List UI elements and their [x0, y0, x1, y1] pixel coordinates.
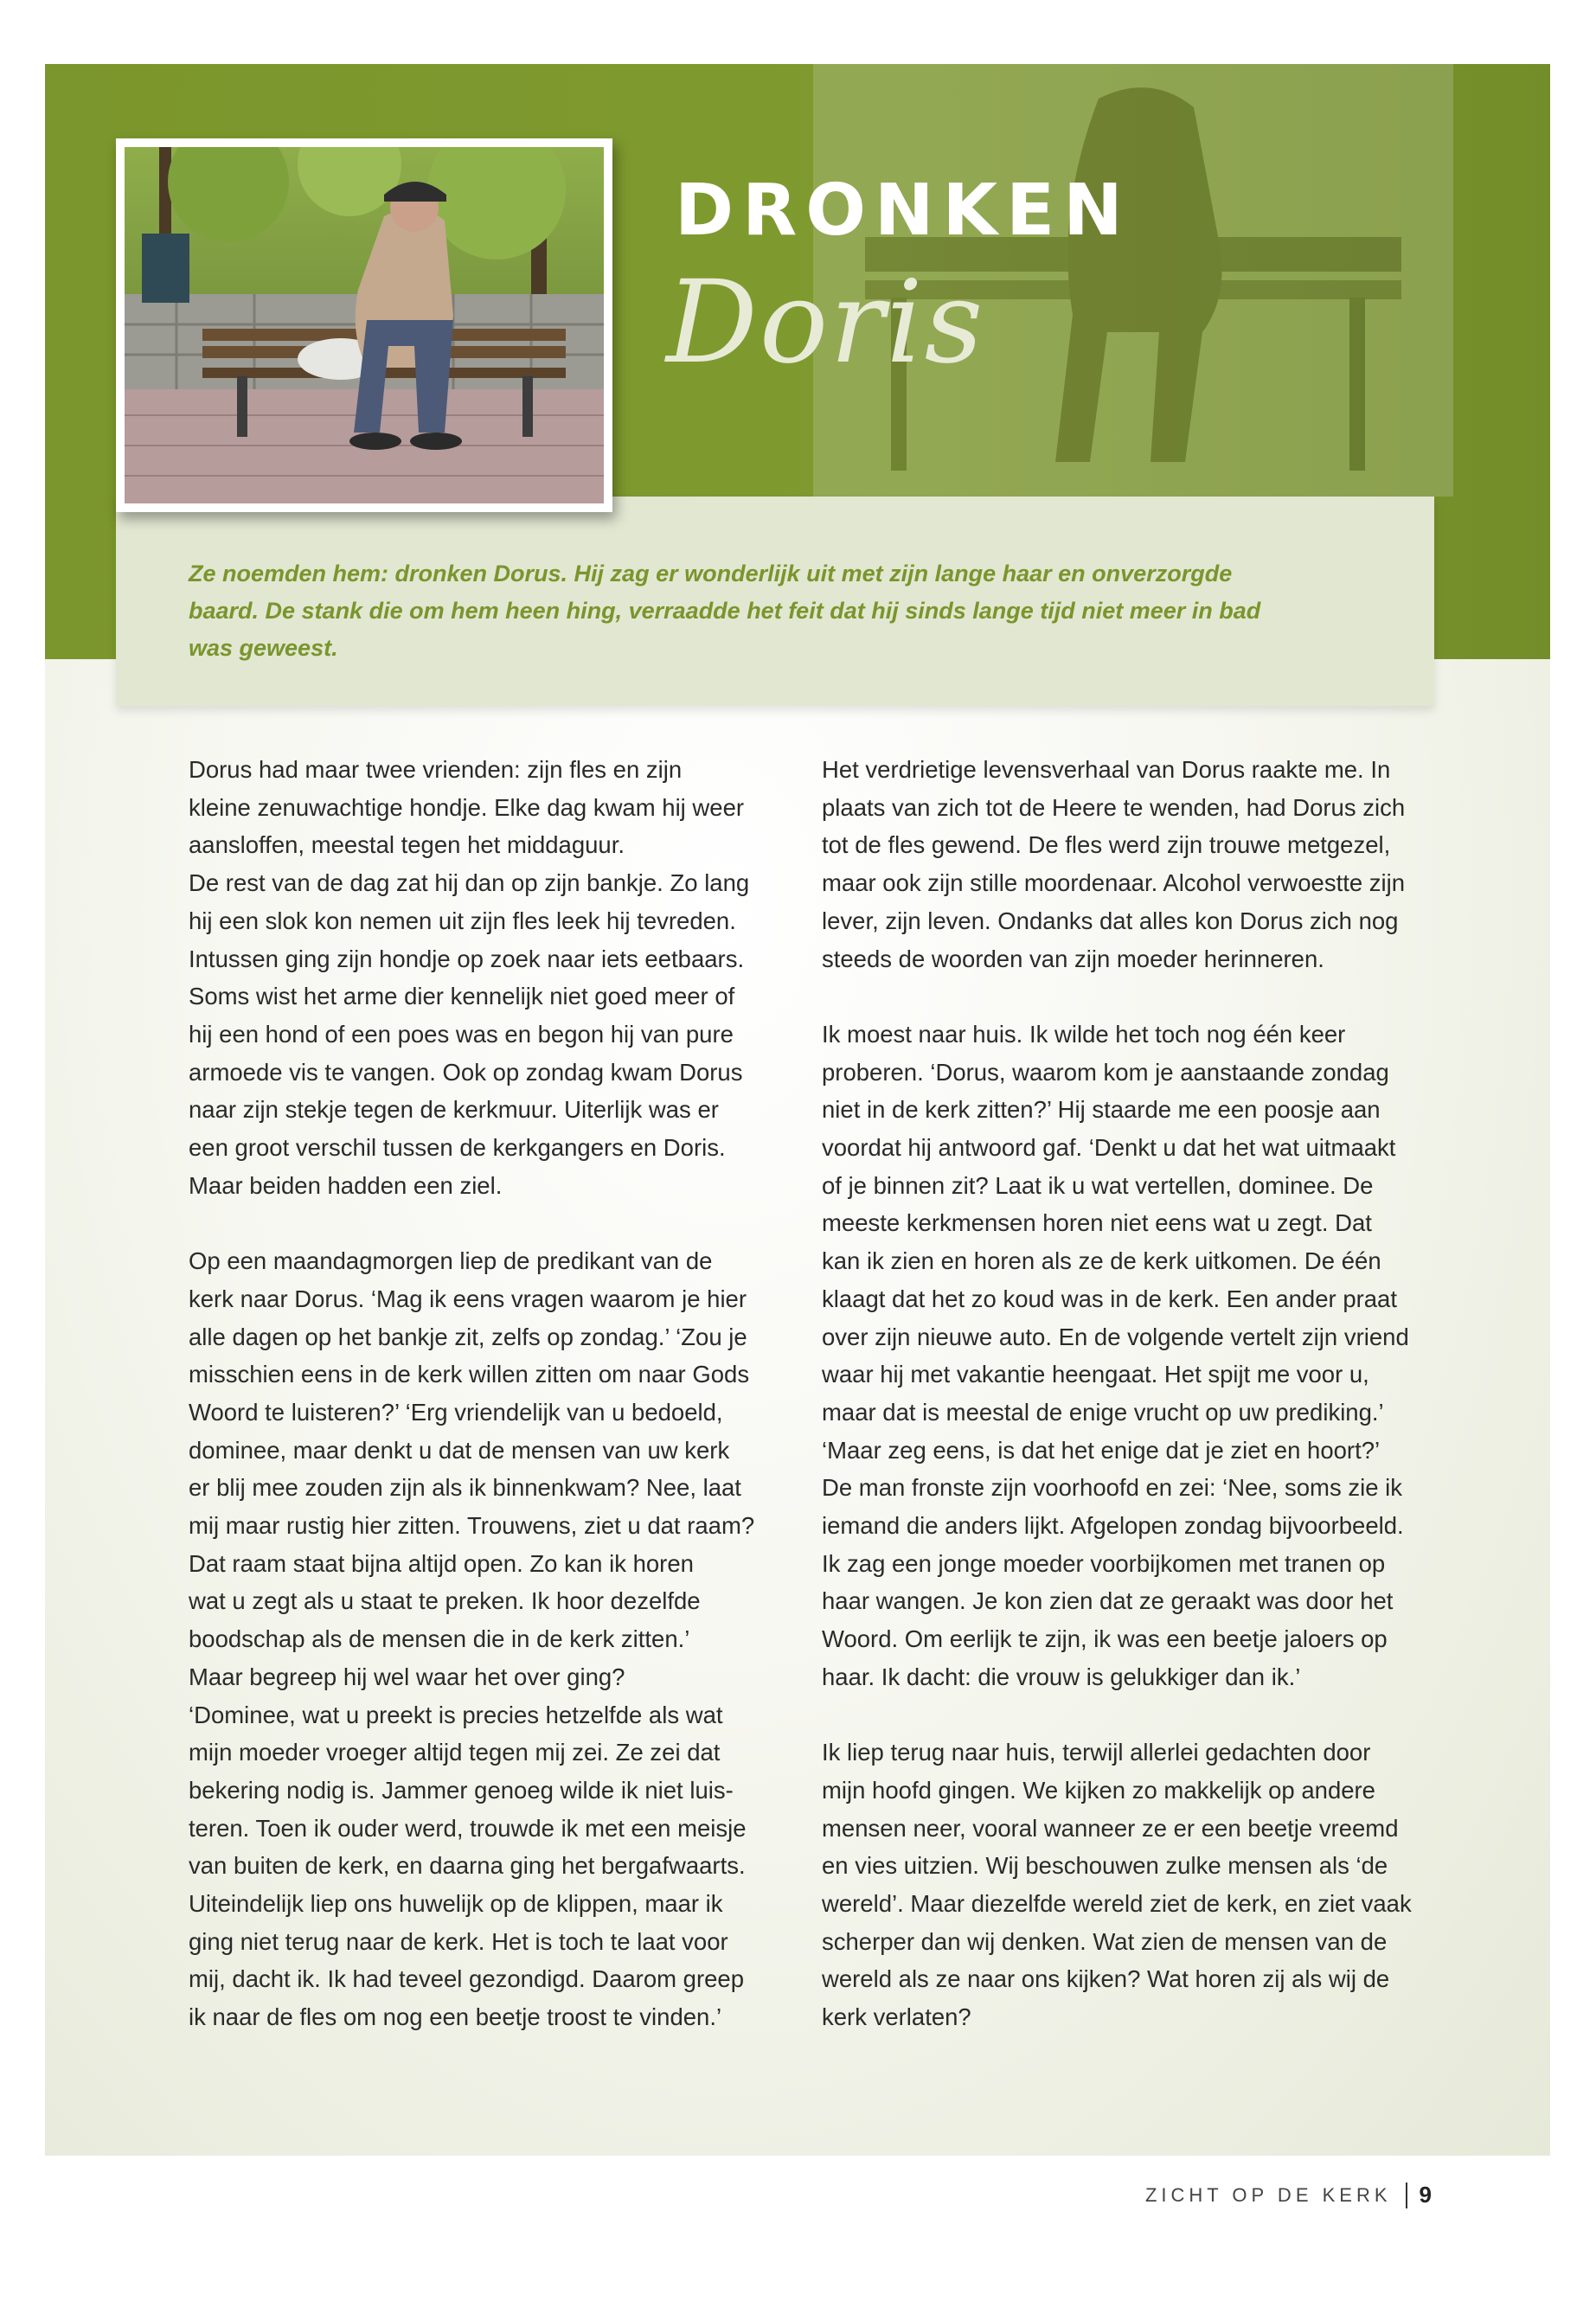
magazine-name: ZICHT OP DE KERK	[1144, 2183, 1392, 2206]
right-paragraph-2: Ik moest naar huis. Ik wilde het toch nog één keer proberen. ‘Dorus, waarom kom je aanstaande zondag niet in de kerk zitten?’ Hij staarde me een poosje aan voordat hij antwoord gaf. ‘Denkt u dat het wat uitmaakt of je binnen zit? Laat ik u wat vertellen, dominee. De meeste kerkmensen horen niet eens wat u zegt. Dat kan ik zien en horen als ze de kerk uitkomen. De één klaagt dat het zo koud was in de kerk. Een ander praat over zijn nieuwe auto. En de volgende vertelt zijn vriend waar hij met vakantie heengaat. Het spijt me voor u, maar dat is meestal de enige vrucht op uw prediking.’ ‘Maar zeg eens, is dat het enige dat je ziet en hoort?’ De man fronste zijn voorhoofd en zei: ‘Nee, soms zie ik iemand die anders lijkt. Afgelopen zondag bijvoorbeeld. Ik zag een jonge moeder voorbijkomen met tranen op haar wangen. Je kon zien dat ze geraakt was door het Woord. Om eerlijk te zijn, ik was een beetje jaloers op haar. Ik dacht: die vrouw is gelukkiger dan ik.’	[822, 1020, 1409, 1690]
photo-frame	[116, 138, 612, 512]
left-column	[189, 751, 794, 2074]
intro-text: Ze noemden hem: dronken Dorus. Hij zag er wonderlijk uit met zijn lange haar en onverzorgde baard. De stank die om hem heen hing, verraadde het feit dat hij sinds lange tijd niet meer in bad was geweest.	[189, 561, 1261, 661]
page-number: 9	[1419, 2182, 1432, 2208]
right-column	[822, 751, 1438, 2074]
page-footer	[1145, 2182, 1432, 2208]
right-paragraph-3: Ik liep terug naar huis, terwijl allerlei gedachten door mijn hoofd gingen. We kijken zo makkelijk op andere mensen neer, vooral wanneer ze er een beetje vreemd en vies uitzien. Wij beschouwen zulke mensen als ‘de wereld’. Maar diezelfde wereld ziet de kerk, en ziet vaak scherper dan wij denken. Wat zien de mensen van de wereld als ze naar ons kijken? Wat horen zij als wij de kerk verlaten?	[822, 1739, 1412, 2031]
footer-divider	[1406, 2182, 1407, 2208]
man-on-bench-icon	[125, 147, 604, 503]
photo-man-on-bench	[125, 147, 604, 503]
title-dronken: DRONKEN	[675, 170, 1131, 252]
right-paragraph-1: Het verdrietige levensverhaal van Dorus raakte me. In plaats van zich tot de Heere te wenden, had Dorus zich tot de fles gewend. De fles werd zijn trouwe metgezel, maar ook zijn stille moordenaar. Alcohol verwoestte zijn lever, zijn leven. Ondanks dat alles kon Dorus zich nog steeds de woorden van zijn moeder herinneren.	[822, 756, 1406, 972]
left-paragraph-1: Dorus had maar twee vrienden: zijn fles en zijn kleine zenuwachtige hondje. Elke dag kwam hij weer aansloffen, meestal tegen het middaguur. De rest van de dag zat hij dan op zijn bankje. Zo lang hij een slok kon nemen uit zijn fles leek hij tevreden. Intussen ging zijn hondje op zoek naar iets eetbaars. Soms wist het arme dier kennelijk niet goed meer of hij een hond of een poes was en begon hij van pure armoede vis te vangen. Ook op zondag kwam Dorus naar zijn stekje tegen de kerkmuur. Uiterlijk was er een groot verschil tussen de kerkgangers en Doris. Maar beiden hadden een ziel.	[189, 756, 750, 1199]
title-doris: Doris	[666, 256, 985, 389]
left-paragraph-2: Op een maandagmorgen liep de predikant van de kerk naar Dorus. ‘Mag ik eens vragen waarom je hier alle dagen op het bankje zit, zelfs op zondag.’ ‘Zou je misschien eens in de kerk willen zitten om naar Gods Woord te luisteren?’ ‘Erg vriendelijk van u bedoeld, dominee, maar denkt u dat de mensen van uw kerk er blij mee zouden zijn als ik binnenkwam? Nee, laat mij maar rustig hier zitten. Trouwens, ziet u dat raam? Dat raam staat bijna altijd open. Zo kan ik horen wat u zegt als u staat te preken. Ik hoor dezelfde boodschap als de mensen die in de kerk zitten.’ Maar begreep hij wel waar het over ging? ‘Dominee, wat u preekt is precies hetzelfde als wat mijn moeder vroeger altijd tegen mij zei. Ze zei dat bekering nodig is. Jammer genoeg wilde ik niet luis- teren. Toen ik ouder werd, trouwde ik met een meisje van buiten de kerk, en daarna ging het bergafwaarts. Uiteindelijk liep ons huwelijk op de klippen, maar ik ging niet terug naar de kerk. Het is toch te laat voor mij, dacht ik. Ik had teveel gezondigd. Daarom greep ik naar de fles om nog een beetje troost te vinden.’	[189, 1247, 755, 2031]
